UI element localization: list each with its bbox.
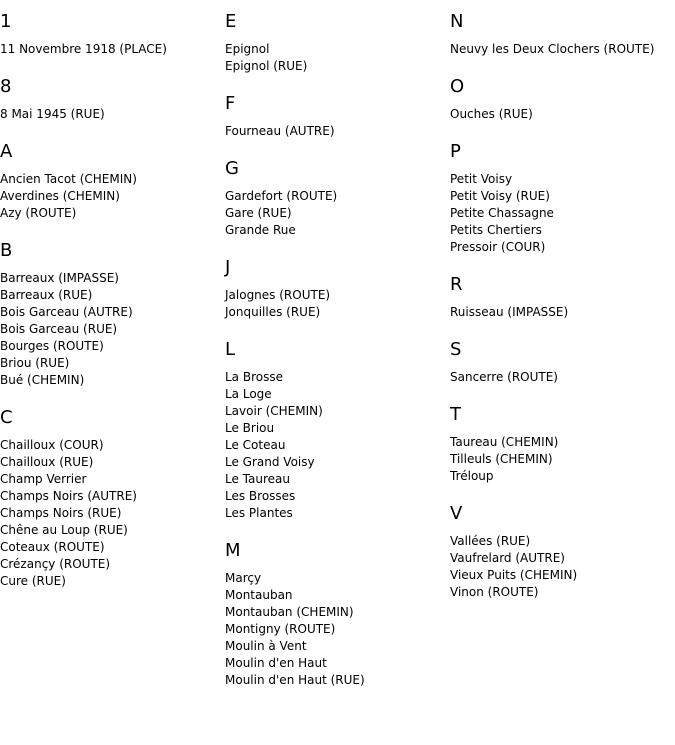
street-link[interactable]: Lavoir (CHEMIN) xyxy=(225,404,323,418)
street-list xyxy=(450,41,675,58)
letter-heading: F xyxy=(225,93,236,114)
letter-group xyxy=(0,141,225,222)
street-link[interactable]: Ancien Tacot (CHEMIN) xyxy=(0,172,137,186)
street-list xyxy=(450,171,675,256)
letter-group xyxy=(450,274,675,321)
street-link[interactable]: Grande Rue xyxy=(225,223,296,237)
letter-group xyxy=(225,93,450,140)
street-list xyxy=(225,570,450,689)
street-link[interactable]: La Loge xyxy=(225,387,272,401)
street-list xyxy=(450,533,675,601)
street-link[interactable]: Bué (CHEMIN) xyxy=(0,373,85,387)
street-link[interactable]: Moulin d'en Haut (RUE) xyxy=(225,673,365,687)
street-list xyxy=(0,270,225,389)
street-list xyxy=(0,106,225,123)
street-link[interactable]: Montigny (ROUTE) xyxy=(225,622,336,636)
street-link[interactable]: Moulin à Vent xyxy=(225,639,307,653)
letter-group xyxy=(0,11,225,58)
street-link[interactable]: Le Briou xyxy=(225,421,275,435)
letter-group xyxy=(225,540,450,689)
street-link[interactable]: Le Coteau xyxy=(225,438,286,452)
street-list xyxy=(225,41,450,75)
street-link[interactable]: Petite Chassagne xyxy=(450,206,554,220)
street-link[interactable]: La Brosse xyxy=(225,370,283,384)
street-link[interactable]: Vinon (ROUTE) xyxy=(450,585,539,599)
street-link[interactable]: Averdines (CHEMIN) xyxy=(0,189,120,203)
street-list xyxy=(450,434,675,485)
letter-group xyxy=(450,503,675,601)
street-link[interactable]: Jalognes (ROUTE) xyxy=(225,288,331,302)
street-list xyxy=(225,188,450,239)
street-link[interactable]: Epignol xyxy=(225,42,270,56)
street-link[interactable]: Tréloup xyxy=(450,469,494,483)
street-link[interactable]: Tilleuls (CHEMIN) xyxy=(450,452,553,466)
street-link[interactable]: Gare (RUE) xyxy=(225,206,292,220)
letter-group xyxy=(0,240,225,389)
street-link[interactable]: Champs Noirs (RUE) xyxy=(0,506,122,520)
street-link[interactable]: Cure (RUE) xyxy=(0,574,66,588)
street-link[interactable]: Petit Voisy (RUE) xyxy=(450,189,550,203)
letter-heading: M xyxy=(225,540,241,561)
street-link[interactable]: Bois Garceau (AUTRE) xyxy=(0,305,133,319)
street-link[interactable]: Chailloux (COUR) xyxy=(0,438,104,452)
street-list xyxy=(225,123,450,140)
street-link[interactable]: Petits Chertiers xyxy=(450,223,542,237)
letter-group xyxy=(450,141,675,256)
street-link[interactable]: Sancerre (ROUTE) xyxy=(450,370,558,384)
street-link[interactable]: Gardefort (ROUTE) xyxy=(225,189,338,203)
street-link[interactable]: Barreaux (IMPASSE) xyxy=(0,271,119,285)
street-list xyxy=(0,41,225,58)
letter-group xyxy=(450,11,675,58)
street-list xyxy=(0,171,225,222)
street-list xyxy=(0,437,225,590)
street-link[interactable]: Vaufrelard (AUTRE) xyxy=(450,551,565,565)
street-link[interactable]: Chailloux (RUE) xyxy=(0,455,94,469)
street-link[interactable]: Epignol (RUE) xyxy=(225,59,308,73)
letter-group xyxy=(225,11,450,75)
street-link[interactable]: Ouches (RUE) xyxy=(450,107,533,121)
index-column-3 xyxy=(450,11,675,619)
letter-heading: L xyxy=(225,339,236,360)
letter-group xyxy=(225,339,450,522)
letter-heading: 1 xyxy=(0,11,12,32)
street-link[interactable]: Neuvy les Deux Clochers (ROUTE) xyxy=(450,42,655,56)
street-link[interactable]: 11 Novembre 1918 (PLACE) xyxy=(0,42,167,56)
index-column-2 xyxy=(225,11,450,707)
letter-group xyxy=(225,257,450,321)
letter-heading: J xyxy=(225,257,231,278)
street-list xyxy=(450,304,675,321)
letter-heading: R xyxy=(450,274,463,295)
letter-heading: 8 xyxy=(0,76,12,97)
street-link[interactable]: Montauban (CHEMIN) xyxy=(225,605,354,619)
street-link[interactable]: Ruisseau (IMPASSE) xyxy=(450,305,569,319)
street-list xyxy=(450,106,675,123)
street-link[interactable]: Bois Garceau (RUE) xyxy=(0,322,118,336)
street-link[interactable]: Les Brosses xyxy=(225,489,296,503)
street-link[interactable]: Champ Verrier xyxy=(0,472,87,486)
street-link[interactable]: Coteaux (ROUTE) xyxy=(0,540,105,554)
street-link[interactable]: Azy (ROUTE) xyxy=(0,206,77,220)
letter-group xyxy=(225,158,450,239)
street-link[interactable]: Marçy xyxy=(225,571,262,585)
street-link[interactable]: Jonquilles (RUE) xyxy=(225,305,321,319)
street-link[interactable]: Fourneau (AUTRE) xyxy=(225,124,335,138)
street-list xyxy=(225,369,450,522)
street-link[interactable]: Montauban xyxy=(225,588,293,602)
letter-group xyxy=(0,76,225,123)
letter-group xyxy=(450,404,675,485)
letter-heading: G xyxy=(225,158,239,179)
letter-heading: V xyxy=(450,503,463,524)
street-link[interactable]: Bourges (ROUTE) xyxy=(0,339,104,353)
street-link[interactable]: Le Taureau xyxy=(225,472,290,486)
street-link[interactable]: Briou (RUE) xyxy=(0,356,70,370)
letter-heading: O xyxy=(450,76,465,97)
index-column-1 xyxy=(0,11,225,608)
street-link[interactable]: Petit Voisy xyxy=(450,172,513,186)
letter-heading: E xyxy=(225,11,237,32)
letter-heading: A xyxy=(0,141,13,162)
street-link[interactable]: Moulin d'en Haut xyxy=(225,656,327,670)
street-list xyxy=(450,369,675,386)
street-list xyxy=(225,287,450,321)
letter-group xyxy=(450,339,675,386)
letter-group xyxy=(0,407,225,590)
letter-group xyxy=(450,76,675,123)
letter-heading: C xyxy=(0,407,13,428)
letter-heading: S xyxy=(450,339,462,360)
street-link[interactable]: Vieux Puits (CHEMIN) xyxy=(450,568,578,582)
street-link[interactable]: Chêne au Loup (RUE) xyxy=(0,523,128,537)
street-link[interactable]: Champs Noirs (AUTRE) xyxy=(0,489,137,503)
street-link[interactable]: Vallées (RUE) xyxy=(450,534,531,548)
street-link[interactable]: Crézançy (ROUTE) xyxy=(0,557,111,571)
street-link[interactable]: Le Grand Voisy xyxy=(225,455,315,469)
street-link[interactable]: Barreaux (RUE) xyxy=(0,288,93,302)
letter-heading: N xyxy=(450,11,464,32)
letter-heading: B xyxy=(0,240,13,261)
letter-heading: T xyxy=(450,404,461,425)
street-link[interactable]: Les Plantes xyxy=(225,506,293,520)
street-link[interactable]: Taureau (CHEMIN) xyxy=(450,435,559,449)
street-link[interactable]: 8 Mai 1945 (RUE) xyxy=(0,107,105,121)
street-link[interactable]: Pressoir (COUR) xyxy=(450,240,546,254)
letter-heading: P xyxy=(450,141,461,162)
